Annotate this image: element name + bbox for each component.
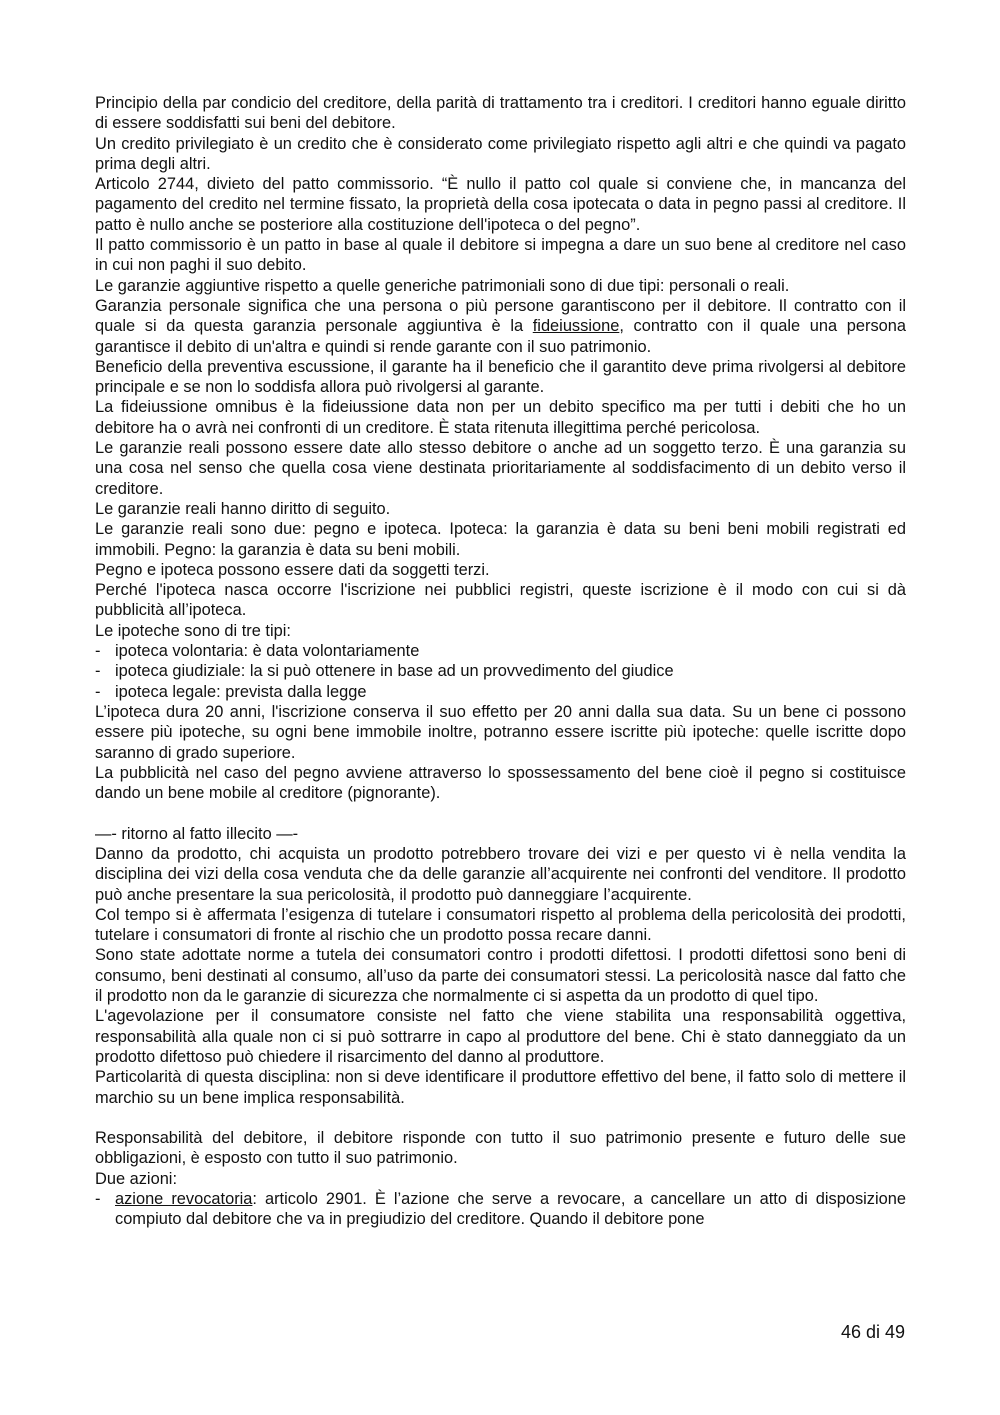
paragraph: La fideiussione omnibus è la fideiussione data non per un debito specifico ma per tutti i debiti che ho un debitore ha o avrà nei confronti di un creditore. È stata ritenuta illegittima perché pericolosa. bbox=[95, 398, 906, 437]
dash-marker: - bbox=[95, 662, 101, 681]
section-heading: —- ritorno al fatto illecito —- bbox=[95, 824, 299, 843]
paragraph: L'agevolazione per il consumatore consiste nel fatto che viene stabilita una responsabilità oggettiva, responsabilità alla quale non ci si può sottrarre in capo al produttore del bene. Chi è stato danneggiato da un prodotto difettoso può chiedere il risarcimento del danno al produttore. bbox=[95, 1007, 906, 1066]
paragraph: Principio della par condicio del creditore, della parità di trattamento tra i creditori. I creditori hanno eguale diritto di essere soddisfatti sui beni del debitore. bbox=[95, 94, 906, 133]
ipoteche-list bbox=[95, 641, 906, 702]
paragraph: Beneficio della preventiva escussione, il garante ha il beneficio che il garantito deve prima rivolgersi al debitore principale e se non lo soddisfa allora può rivolgersi al garante. bbox=[95, 357, 906, 397]
dash-marker: - bbox=[95, 682, 101, 701]
text-segment: Garanzia personale significa che una persona o più persone garantiscono per il debitore. Il contratto con il quale si da questa garanzia personale aggiuntiva è la bbox=[95, 296, 906, 336]
blank-line bbox=[95, 1108, 906, 1128]
list-item-text: : articolo 2901. È l’azione che serve a revocare, a cancellare un atto di disposizione compiuto dal debitore che va in pregiudizio del creditore. Quando il debitore pone bbox=[115, 1190, 906, 1229]
paragraph: Le ipoteche sono di tre tipi: bbox=[95, 621, 291, 640]
fideiussione-term: fideiussione bbox=[532, 317, 620, 336]
paragraph: Le garanzie reali possono essere date allo stesso debitore o anche ad un soggetto terzo. È una garanzia su una cosa nel senso che quella cosa viene destinata prioritariamente al soddisfacimento di un debito verso il creditore. bbox=[95, 439, 906, 498]
text-segment: , contratto con il quale una persona garantisce il debito di un'altra e quindi si rende garante con il suo patrimonio. bbox=[95, 317, 906, 356]
list-item-text: ipoteca volontaria: è data volontariamente bbox=[115, 642, 420, 661]
list-item bbox=[95, 641, 906, 661]
paragraph: Un credito privilegiato è un credito che è considerato come privilegiato rispetto agli altri e che quindi va pagato prima degli altri. bbox=[95, 134, 906, 173]
paragraph: Articolo 2744, divieto del patto commissorio. “È nullo il patto col quale si conviene che, in mancanza del pagamento del credito nel termine fissato, la proprietà della cosa ipotecata o data in pegno passi al creditore. Il patto è nullo anche se posteriore alla costituzione dell'ipoteca o del pegno”. bbox=[95, 175, 906, 234]
paragraph: Il patto commissorio è un patto in base al quale il debitore si impegna a dare un suo bene al creditore nel caso in cui non paghi il suo debito. bbox=[95, 236, 906, 275]
list-item-text: ipoteca giudiziale: la si può ottenere in base ad un provvedimento del giudice bbox=[115, 662, 674, 681]
list-item bbox=[95, 1189, 906, 1230]
paragraph: Pegno e ipoteca possono essere dati da soggetti terzi. bbox=[95, 560, 490, 579]
paragraph: Le garanzie reali sono due: pegno e ipoteca. Ipoteca: la garanzia è data su beni beni mobili registrati ed immobili. Pegno: la garanzia è data su beni mobili. bbox=[95, 520, 906, 559]
paragraph-fideiussione bbox=[95, 296, 906, 357]
list-item-text: ipoteca legale: prevista dalla legge bbox=[115, 682, 367, 701]
paragraph: Danno da prodotto, chi acquista un prodotto potrebbero trovare dei vizi e per questo vi è nella vendita la disciplina dei vizi della cosa venduta che da delle garanzie all’acquirente nei confronti del venditore. Il prodotto può anche presentare la sua pericolosità, il prodotto può danneggiare l’acquirente. bbox=[95, 844, 906, 904]
azione-revocatoria-term: azione revocatoria bbox=[115, 1190, 253, 1209]
dash-marker: - bbox=[95, 1190, 101, 1209]
paragraph: Sono state adottate norme a tutela dei consumatori contro i prodotti difettosi. I prodotti difettosi sono beni di consumo, beni destinati al consumo, all’uso da parte dei consumatori stessi. La pericolosità nasce dal fatto che il prodotto non da le garanzie di sicurezza che normalmente ci si aspetta da un prodotto di quel tipo. bbox=[95, 946, 906, 1006]
paragraph: La pubblicità nel caso del pegno avviene attraverso lo spossessamento del bene cioè il pegno si costituisce dando un bene mobile al creditore (pignorante). bbox=[95, 763, 906, 803]
azioni-list bbox=[95, 1189, 906, 1230]
paragraph: L’ipoteca dura 20 anni, l'iscrizione conserva il suo effetto per 20 anni dalla sua data. Su un bene ci possono essere più ipoteche, su ogni bene immobile inoltre, potranno essere iscritte più ipoteche: quelle iscritte dopo saranno di grado superiore. bbox=[95, 702, 906, 762]
paragraph: Le garanzie aggiuntive rispetto a quelle generiche patrimoniali sono di due tipi: personali o reali. bbox=[95, 276, 790, 295]
document-body bbox=[95, 93, 906, 1230]
paragraph: Col tempo si è affermata l’esigenza di tutelare i consumatori rispetto al problema della pericolosità dei prodotti, tutelare i consumatori di fronte al rischio che un prodotto possa recare danni. bbox=[95, 905, 906, 945]
paragraph: Perché l'ipoteca nasca occorre l'iscrizione nei pubblici registri, queste iscrizione è il modo con cui si dà pubblicità all’ipoteca. bbox=[95, 581, 906, 620]
blank-line bbox=[95, 803, 906, 823]
paragraph: Due azioni: bbox=[95, 1169, 178, 1188]
list-item bbox=[95, 682, 906, 702]
paragraph: Le garanzie reali hanno diritto di seguito. bbox=[95, 499, 391, 518]
dash-marker: - bbox=[95, 642, 101, 661]
list-item bbox=[95, 661, 906, 681]
page-number: 46 di 49 bbox=[840, 1322, 905, 1342]
paragraph: Responsabilità del debitore, il debitore risponde con tutto il suo patrimonio presente e futuro delle sue obbligazioni, è esposto con tutto il suo patrimonio. bbox=[95, 1129, 906, 1168]
paragraph: Particolarità di questa disciplina: non si deve identificare il produttore effettivo del bene, il fatto solo di mettere il marchio su un bene implica responsabilità. bbox=[95, 1068, 906, 1107]
